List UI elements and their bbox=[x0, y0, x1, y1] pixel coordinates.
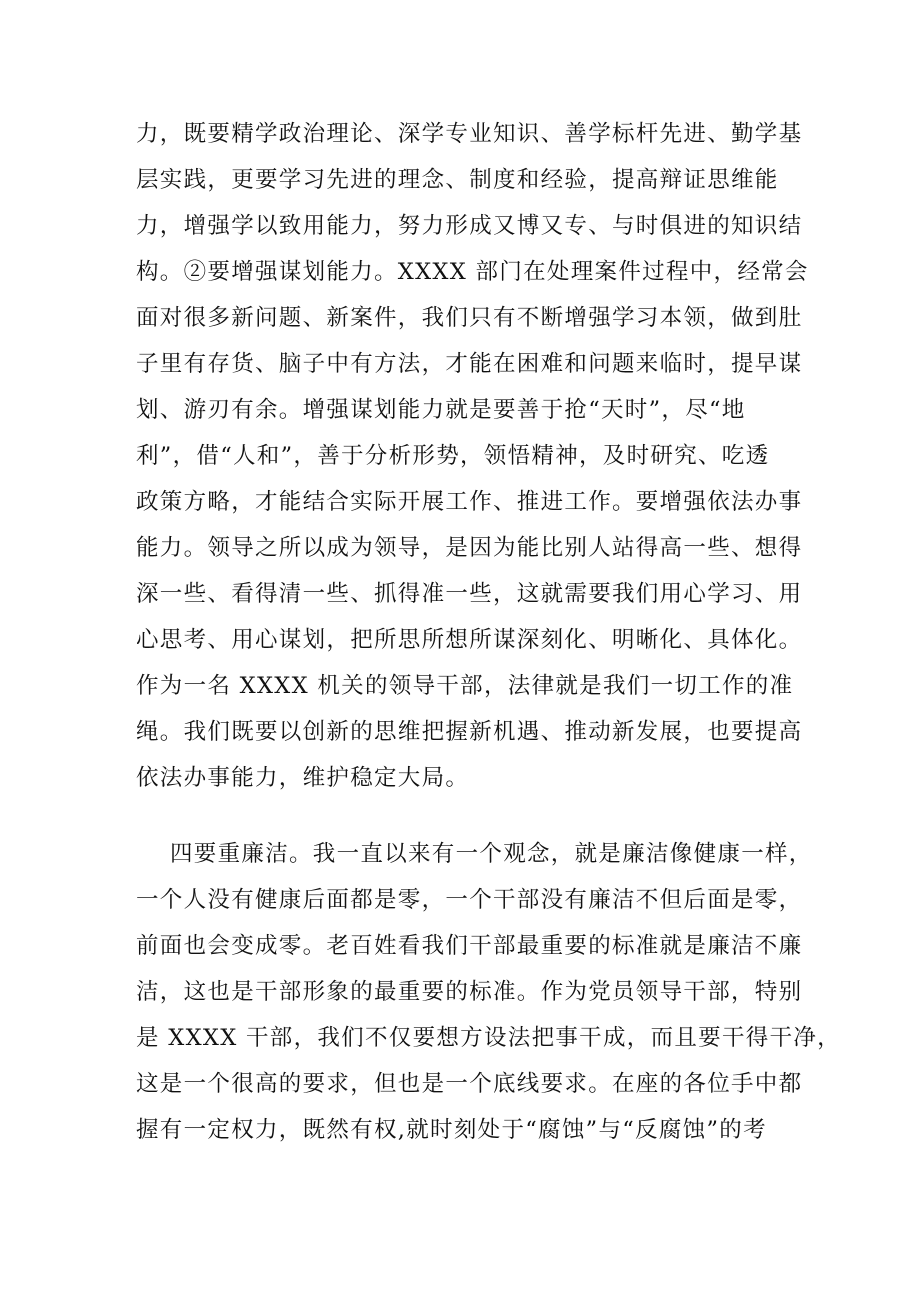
text-line: 构。②要增强谋划能力。XXXX 部门在处理案件过程中，经常会 bbox=[136, 259, 809, 285]
text-line: 前面也会变成零。老百姓看我们干部最重要的标准就是廉洁不廉 bbox=[136, 933, 803, 959]
text-line: 一个人没有健康后面都是零，一个干部没有廉洁不但后面是零， bbox=[136, 887, 803, 913]
text-line: 这是一个很高的要求，但也是一个底线要求。在座的各位手中都 bbox=[136, 1071, 803, 1097]
text-line: 依法办事能力，维护稳定大局。 bbox=[136, 765, 470, 791]
text-line: 能力。领导之所以成为领导，是因为能比别人站得高一些、想得 bbox=[136, 535, 803, 561]
text-line: 政策方略，才能结合实际开展工作、推进工作。要增强依法办事 bbox=[136, 489, 803, 515]
text-line: 力，既要精学政治理论、深学专业知识、善学标杆先进、勤学基 bbox=[136, 121, 803, 147]
text-line: 握有一定权力，既然有权,就时刻处于“腐蚀”与“反腐蚀”的考 bbox=[136, 1117, 767, 1143]
text-line: 洁，这也是干部形象的最重要的标准。作为党员领导干部，特别 bbox=[136, 979, 803, 1005]
text-line: 作为一名 XXXX 机关的领导干部，法律就是我们一切工作的准 bbox=[136, 673, 794, 699]
text-line-first-indented: 四要重廉洁。我一直以来有一个观念，就是廉洁像健康一样， bbox=[170, 841, 813, 867]
paragraph-1 bbox=[136, 111, 816, 801]
text-line: 利”，借“人和”，善于分析形势，领悟精神，及时研究、吃透 bbox=[136, 443, 770, 469]
text-line: 是 XXXX 干部，我们不仅要想方设法把事干成，而且要干得干净， bbox=[136, 1025, 841, 1051]
text-line: 心思考、用心谋划，把所思所想所谋深刻化、明晰化、具体化。 bbox=[136, 627, 803, 653]
text-line: 子里有存货、脑子中有方法，才能在困难和问题来临时，提早谋 bbox=[136, 351, 803, 377]
text-line: 绳。我们既要以创新的思维把握新机遇、推动新发展，也要提高 bbox=[136, 719, 803, 745]
text-line: 层实践，更要学习先进的理念、制度和经验，提高辩证思维能 bbox=[136, 167, 779, 193]
paragraph-2 bbox=[136, 831, 841, 1153]
text-line: 力，增强学以致用能力，努力形成又博又专、与时俱进的知识结 bbox=[136, 213, 803, 239]
text-line: 划、游刃有余。增强谋划能力就是要善于抢“天时”，尽“地 bbox=[136, 397, 746, 423]
text-line: 面对很多新问题、新案件，我们只有不断增强学习本领，做到肚 bbox=[136, 305, 803, 331]
text-line: 深一些、看得清一些、抓得准一些，这就需要我们用心学习、用 bbox=[136, 581, 803, 607]
